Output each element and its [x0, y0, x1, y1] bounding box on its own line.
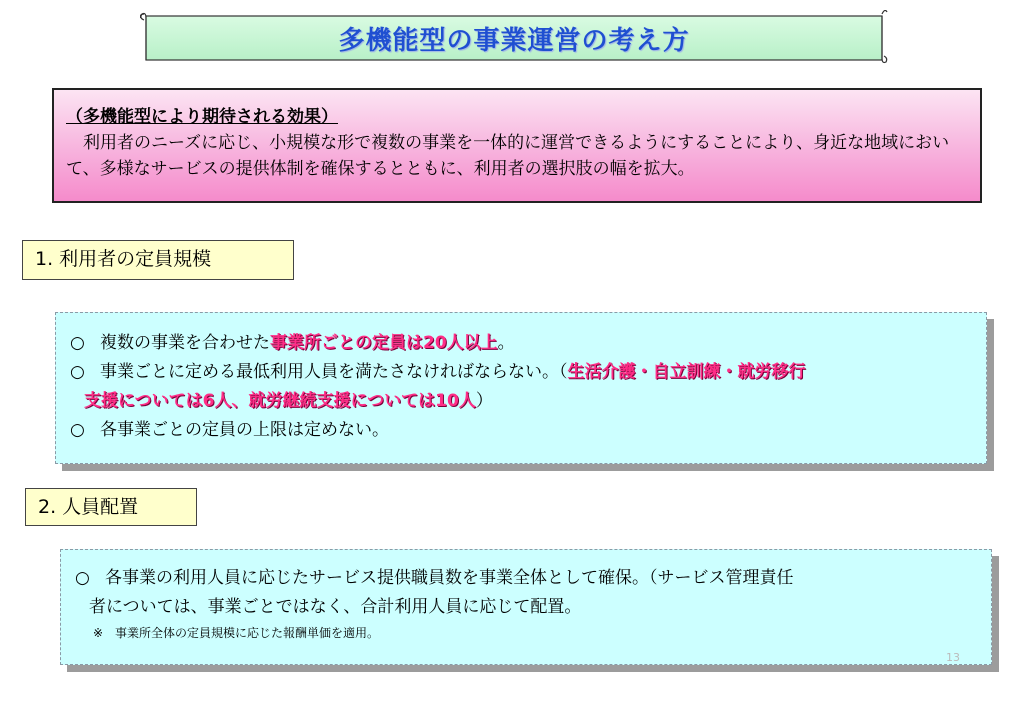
bullet-circle: ○ [75, 568, 90, 588]
staffing-box [60, 549, 992, 665]
page-title: 多機能型の事業運営の考え方 [338, 25, 690, 56]
item-tail: ） [475, 391, 493, 411]
effects-body: 利用者のニーズに応じ、小規模な形で複数の事業を一体的に運営できるようにすることにより、身近な地域において、多様なサービスの提供体制を確保するとともに、利用者の選択肢の幅を拡大。 [66, 133, 950, 179]
item-text: 複数の事業を合わせた [100, 333, 270, 353]
capacity-box [55, 312, 987, 464]
effects-heading: （多機能型により期待される効果） [66, 107, 338, 127]
item-tail: 。 [497, 333, 515, 353]
effects-box [52, 88, 982, 203]
emphasis-text: 事業所ごとの定員は20人以上 [270, 333, 498, 353]
list-item [75, 564, 981, 593]
item-text: 事業ごとに定める最低利用人員を満たさなければならない。（ [100, 362, 568, 382]
footnote: ※ 事業所全体の定員規模に応じた報酬単価を適用。 [93, 626, 380, 640]
list-item [70, 358, 976, 387]
title-banner [140, 10, 888, 60]
item-text: 各事業の利用人員に応じたサービス提供職員数を事業全体として確保。（サービス管理責任 [105, 568, 794, 588]
list-item [70, 416, 976, 445]
section-2-header: 2. 人員配置 [25, 488, 197, 526]
bullet-circle: ○ [70, 333, 85, 353]
emphasis-text: 生活介護・自立訓練・就労移行 [567, 362, 806, 382]
emphasis-text: 支援については6人、就労継続支援については10人 [84, 391, 476, 411]
list-item [70, 329, 976, 358]
section-1-header: 1. 利用者の定員規模 [22, 240, 294, 280]
bullet-circle: ○ [70, 362, 85, 382]
bullet-circle: ○ [70, 420, 85, 440]
list-item-continuation [70, 387, 976, 416]
page-number: 13 [946, 651, 960, 664]
item-text: 各事業ごとの定員の上限は定めない。 [100, 420, 389, 440]
list-item-continuation: 者については、事業ごとではなく、合計利用人員に応じて配置。 [89, 597, 582, 617]
